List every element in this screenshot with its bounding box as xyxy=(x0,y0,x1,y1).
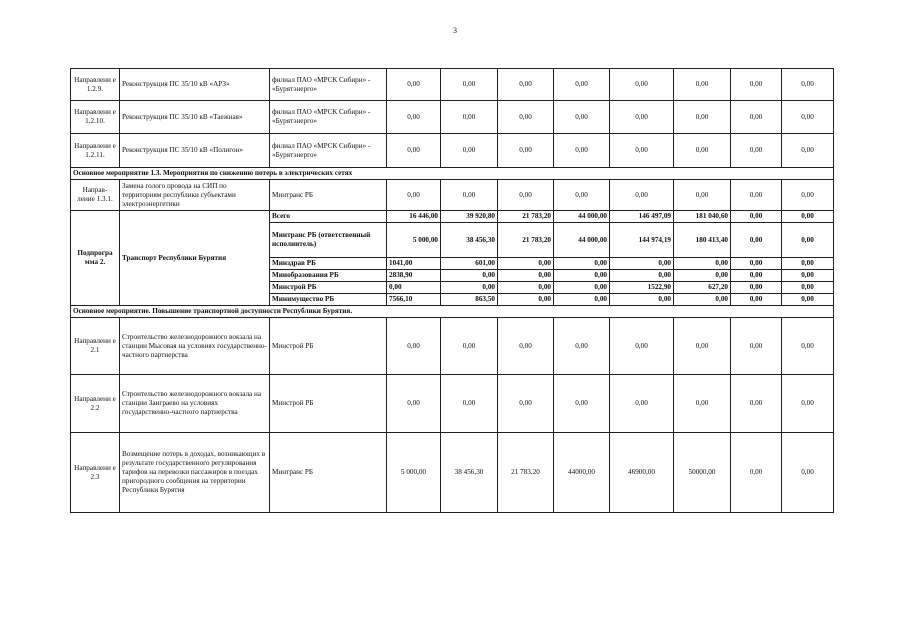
row-value: 38 456,30 xyxy=(441,223,498,258)
row-value: 0,00 xyxy=(731,180,782,211)
row-value: 0,00 xyxy=(387,180,441,211)
row-value: 21 783,20 xyxy=(498,211,554,223)
table-row xyxy=(71,318,834,375)
row-value: 627,20 xyxy=(674,282,731,294)
table-row xyxy=(71,211,834,223)
page-number: 3 xyxy=(453,26,457,35)
subprogram-number: Подпрогра мма 2. xyxy=(71,211,120,306)
row-value: 0,00 xyxy=(610,69,674,101)
row-value: 0,00 xyxy=(782,101,834,134)
row-value: 44000,00 xyxy=(554,433,610,513)
row-value: 0,00 xyxy=(782,69,834,101)
row-value: 0,00 xyxy=(674,180,731,211)
row-executor: Минтранс РБ (ответственный исполнитель) xyxy=(270,223,387,258)
row-value: 0,00 xyxy=(554,134,610,168)
section-header-row xyxy=(71,168,834,180)
row-value: 0,00 xyxy=(782,258,834,270)
row-value: 0,00 xyxy=(674,294,731,306)
row-value: 0,00 xyxy=(782,134,834,168)
row-value: 0,00 xyxy=(610,180,674,211)
row-value: 50000,00 xyxy=(674,433,731,513)
row-value: 0,00 xyxy=(731,294,782,306)
row-value: 0,00 xyxy=(731,69,782,101)
row-value: 0,00 xyxy=(731,270,782,282)
row-value: 0,00 xyxy=(731,101,782,134)
table-row xyxy=(71,134,834,168)
row-value: 16 446,00 xyxy=(387,211,441,223)
row-value: 863,50 xyxy=(441,294,498,306)
row-value: 0,00 xyxy=(782,375,834,433)
row-value: 1522,90 xyxy=(610,282,674,294)
row-value: 0,00 xyxy=(498,294,554,306)
row-value: 0,00 xyxy=(498,134,554,168)
row-name: Реконструкция ПС 35/10 кВ «Полигон» xyxy=(120,134,270,168)
row-value: 0,00 xyxy=(498,258,554,270)
row-value: 180 413,40 xyxy=(674,223,731,258)
row-name: Замена голого провода на СИП по территориям республики субъектами электроэнергетики xyxy=(120,180,270,211)
table-row xyxy=(71,101,834,134)
row-value: 0,00 xyxy=(674,318,731,375)
row-executor: филиал ПАО «МРСК Сибири» - «Бурятэнерго» xyxy=(270,134,387,168)
row-executor: Минтранс РБ xyxy=(270,433,387,513)
row-value: 0,00 xyxy=(731,134,782,168)
row-value: 0,00 xyxy=(782,433,834,513)
row-value: 0,00 xyxy=(731,318,782,375)
row-name: Реконструкция ПС 35/10 кВ «Таежная» xyxy=(120,101,270,134)
row-value: 0,00 xyxy=(674,270,731,282)
row-value: 0,00 xyxy=(498,375,554,433)
table-row xyxy=(71,375,834,433)
row-name: Строительство железнодорожного вокзала на станции Мысовая на условиях государственно-частного партнерства xyxy=(120,318,270,375)
row-value: 0,00 xyxy=(731,258,782,270)
row-value: 0,00 xyxy=(441,69,498,101)
row-value: 0,00 xyxy=(782,294,834,306)
row-value: 0,00 xyxy=(610,134,674,168)
program-funding-table xyxy=(70,68,834,513)
row-value: 21 783,20 xyxy=(498,223,554,258)
row-value: 0,00 xyxy=(498,270,554,282)
row-value: 0,00 xyxy=(498,318,554,375)
row-value: 44 000,00 xyxy=(554,223,610,258)
row-value: 0,00 xyxy=(731,211,782,223)
row-value: 181 040,60 xyxy=(674,211,731,223)
row-value: 0,00 xyxy=(610,258,674,270)
row-number: Направлени е 2.3 xyxy=(71,433,120,513)
row-executor: Минстрой РБ xyxy=(270,375,387,433)
subprogram-name: Транспорт Республики Бурятия xyxy=(120,211,270,306)
row-name: Реконструкция ПС 35/10 кВ «АРЗ» xyxy=(120,69,270,101)
row-value: 7566,10 xyxy=(387,294,441,306)
row-value: 39 920,80 xyxy=(441,211,498,223)
row-value: 0,00 xyxy=(674,258,731,270)
row-executor: Минимущество РБ xyxy=(270,294,387,306)
row-value: 0,00 xyxy=(782,270,834,282)
row-executor: Всего xyxy=(270,211,387,223)
row-executor: Минздрав РБ xyxy=(270,258,387,270)
row-value: 0,00 xyxy=(387,282,441,294)
row-value: 0,00 xyxy=(554,294,610,306)
table-row xyxy=(71,69,834,101)
row-executor: Минтранс РБ xyxy=(270,180,387,211)
row-value: 0,00 xyxy=(731,223,782,258)
row-number: Направлени е 2.1 xyxy=(71,318,120,375)
row-value: 2838,90 xyxy=(387,270,441,282)
section-header-row xyxy=(71,306,834,318)
row-value: 0,00 xyxy=(731,375,782,433)
row-value: 0,00 xyxy=(441,270,498,282)
row-value: 0,00 xyxy=(387,69,441,101)
row-value: 0,00 xyxy=(782,211,834,223)
row-value: 0,00 xyxy=(554,69,610,101)
row-value: 38 456,30 xyxy=(441,433,498,513)
row-value: 0,00 xyxy=(441,318,498,375)
row-value: 0,00 xyxy=(498,101,554,134)
row-value: 0,00 xyxy=(782,318,834,375)
row-value: 0,00 xyxy=(387,375,441,433)
row-value: 0,00 xyxy=(554,180,610,211)
row-value: 0,00 xyxy=(674,69,731,101)
row-value: 0,00 xyxy=(498,282,554,294)
row-value: 0,00 xyxy=(441,101,498,134)
row-value: 5 000,00 xyxy=(387,433,441,513)
row-number: Направ- ление 1.3.1. xyxy=(71,180,120,211)
row-value: 0,00 xyxy=(387,101,441,134)
row-value: 0,00 xyxy=(554,318,610,375)
row-value: 0,00 xyxy=(610,294,674,306)
row-value: 0,00 xyxy=(554,375,610,433)
row-value: 0,00 xyxy=(610,270,674,282)
row-value: 0,00 xyxy=(731,433,782,513)
row-value: 144 974,19 xyxy=(610,223,674,258)
row-value: 0,00 xyxy=(554,270,610,282)
row-value: 0,00 xyxy=(441,180,498,211)
row-executor: Минобразования РБ xyxy=(270,270,387,282)
row-value: 0,00 xyxy=(731,282,782,294)
row-value: 0,00 xyxy=(387,318,441,375)
row-number: Направлени е 1.2.11. xyxy=(71,134,120,168)
row-number: Направлени е 1.2.10. xyxy=(71,101,120,134)
row-value: 1041,00 xyxy=(387,258,441,270)
row-value: 0,00 xyxy=(498,180,554,211)
row-value: 0,00 xyxy=(674,375,731,433)
row-value: 0,00 xyxy=(441,375,498,433)
row-value: 0,00 xyxy=(782,180,834,211)
row-value: 0,00 xyxy=(610,318,674,375)
row-executor: Минстрой РБ xyxy=(270,282,387,294)
row-value: 0,00 xyxy=(610,375,674,433)
row-value: 601,00 xyxy=(441,258,498,270)
row-value: 46900,00 xyxy=(610,433,674,513)
row-value: 44 000,00 xyxy=(554,211,610,223)
row-name: Строительство железнодорожного вокзала на станции Заиграево на условиях государственно-частного партнерства xyxy=(120,375,270,433)
row-value: 0,00 xyxy=(674,134,731,168)
row-value: 21 783,20 xyxy=(498,433,554,513)
row-value: 0,00 xyxy=(554,282,610,294)
row-value: 0,00 xyxy=(554,258,610,270)
row-executor: филиал ПАО «МРСК Сибири» - «Бурятэнерго» xyxy=(270,101,387,134)
section-title: Основное мероприятие 1.3. Мероприятия по снижению потерь в электрических сетях xyxy=(71,168,834,180)
row-value: 146 497,09 xyxy=(610,211,674,223)
row-value: 0,00 xyxy=(782,282,834,294)
row-value: 0,00 xyxy=(498,69,554,101)
row-value: 0,00 xyxy=(441,282,498,294)
row-value: 0,00 xyxy=(554,101,610,134)
row-number: Направлени е 2.2 xyxy=(71,375,120,433)
row-value: 0,00 xyxy=(387,134,441,168)
row-value: 5 000,00 xyxy=(387,223,441,258)
section-title: Основное мероприятие. Повышение транспортной доступности Республики Бурятия. xyxy=(71,306,834,318)
row-number: Направлени е 1.2.9. xyxy=(71,69,120,101)
row-executor: филиал ПАО «МРСК Сибири» - «Бурятэнерго» xyxy=(270,69,387,101)
row-value: 0,00 xyxy=(674,101,731,134)
table-row xyxy=(71,433,834,513)
table-row xyxy=(71,180,834,211)
row-value: 0,00 xyxy=(610,101,674,134)
row-value: 0,00 xyxy=(441,134,498,168)
row-value: 0,00 xyxy=(782,223,834,258)
row-executor: Минстрой РБ xyxy=(270,318,387,375)
row-name: Возмещение потерь в доходах, возникающих в результате государственного регулирования тарифов на перевозки пассажиров в поездах пригородного сообщения на территории Республики Бурятия xyxy=(120,433,270,513)
